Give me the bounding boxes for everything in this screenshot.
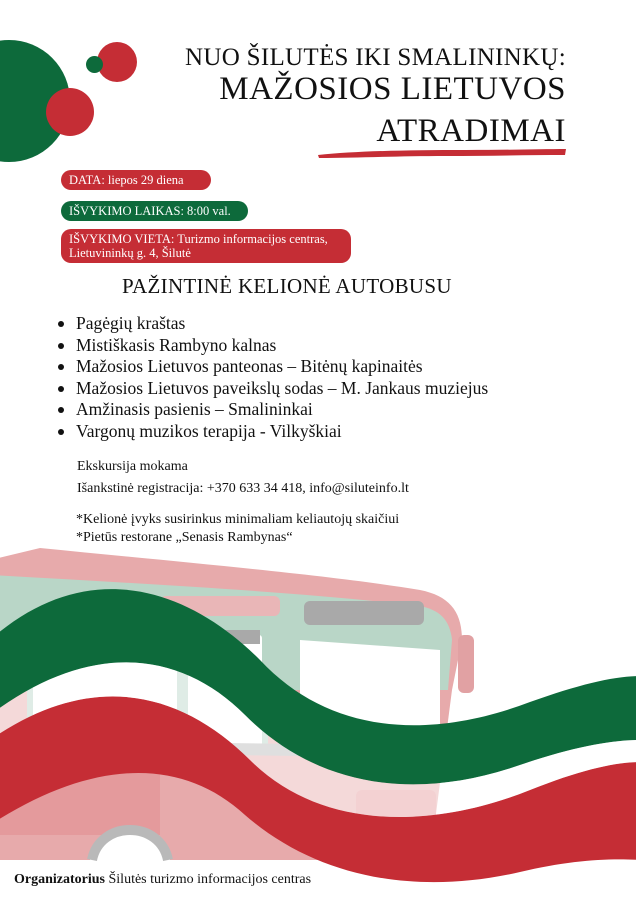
list-item: Mažosios Lietuvos panteonas – Bitėnų kapinaitės	[54, 356, 488, 378]
registration-info: Išankstinė registracija: +370 633 34 418, info@siluteinfo.lt	[77, 481, 409, 496]
note-lunch: *Pietūs restorane „Senasis Rambynas“	[76, 530, 293, 545]
departure-place-line2: Lietuvininkų g. 4, Šilutė	[69, 246, 191, 260]
departure-place-line1: IŠVYKIMO VIETA: Turizmo informacijos centras,	[69, 232, 328, 246]
section-title: PAŽINTINĖ KELIONĖ AUTOBUSU	[122, 274, 452, 298]
departure-time-text: IŠVYKIMO LAIKAS: 8:00 val.	[69, 204, 231, 218]
page-title-line2: ATRADIMAI	[376, 113, 566, 149]
list-item: Mažosios Lietuvos paveikslų sodas – M. Jankaus muziejus	[54, 378, 488, 400]
page-title-line1: MAŽOSIOS LIETUVOS	[219, 71, 566, 107]
date-text: DATA: liepos 29 diena	[69, 173, 184, 187]
subtitle: NUO ŠILUTĖS IKI SMALININKŲ:	[185, 44, 566, 71]
list-item: Pagėgių kraštas	[54, 313, 488, 335]
list-item: Vargonų muzikos terapija - Vilkyškiai	[54, 421, 488, 443]
organizer-name: Šilutės turizmo informacijos centras	[108, 872, 312, 887]
list-item: Mistiškasis Rambyno kalnas	[54, 335, 488, 357]
footer-organizer	[14, 872, 311, 888]
paid-notice: Ekskursija mokama	[77, 459, 188, 474]
organizer-label: Organizatorius	[14, 872, 105, 887]
note-minimum-travelers: *Kelionė įvyks susirinkus minimaliam keliautojų skaičiui	[76, 512, 400, 527]
list-item: Amžinasis pasienis – Smalininkai	[54, 399, 488, 421]
